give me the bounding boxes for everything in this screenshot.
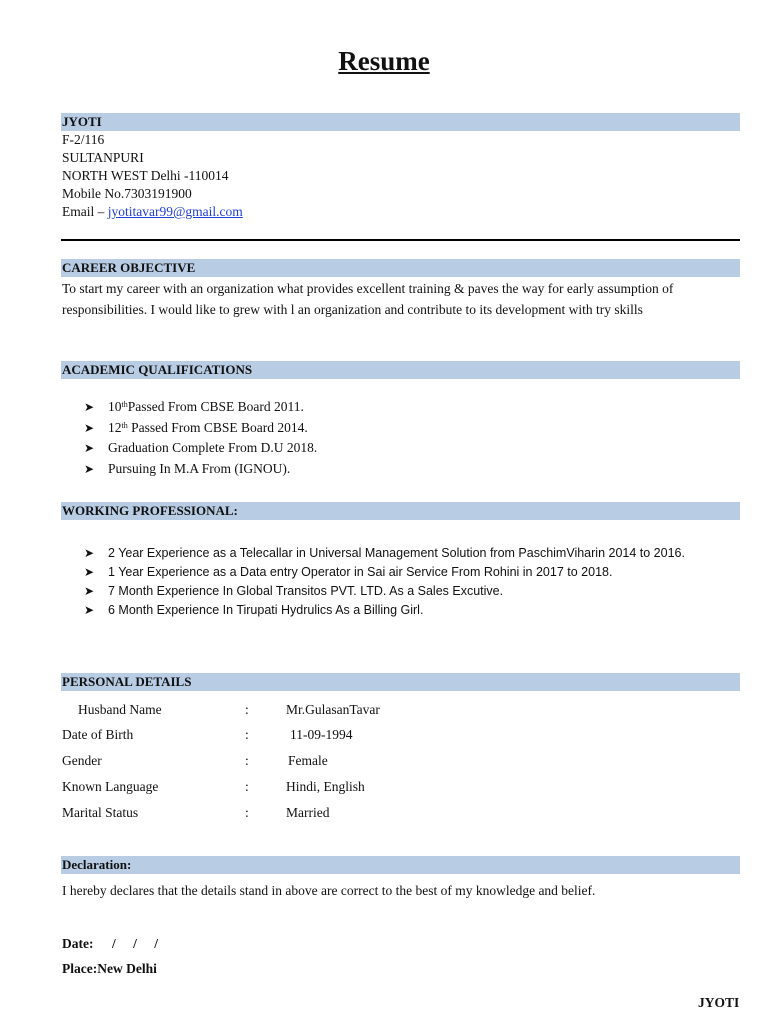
husband-name-label: Husband Name: [78, 702, 162, 717]
husband-name-value: Mr.GulasanTavar: [286, 702, 380, 717]
date-label: Date:: [62, 936, 94, 951]
place-line: Place:New Delhi: [62, 961, 157, 976]
arrow-bullet-icon: ➤: [84, 546, 95, 560]
academic-heading: ACADEMIC QUALIFICATIONS: [61, 361, 740, 379]
arrow-bullet-icon: ➤: [84, 584, 95, 598]
marital-status-label: Marital Status: [62, 805, 139, 820]
arrow-bullet-icon: ➤: [84, 603, 95, 617]
address-line-3: NORTH WEST Delhi -110014: [62, 168, 229, 183]
email-link[interactable]: jyotitavar99@gmail.com: [107, 204, 243, 219]
career-objective-heading: CAREER OBJECTIVE: [61, 259, 740, 277]
date-value: / / /: [112, 936, 159, 951]
marital-status-value: Married: [286, 805, 330, 820]
list-item: ➤ Graduation Complete From D.U 2018.: [84, 438, 317, 459]
career-objective-text: To start my career with an organization what provides excellent training & paves the way for early assumption of responsibilities. I would like to grew with l an organization and contribute to its development with try skills: [62, 281, 674, 317]
known-language-value: Hindi, English: [286, 779, 365, 794]
horizontal-divider: [61, 239, 740, 241]
declaration-heading: Declaration:: [61, 856, 740, 874]
colon: :: [245, 702, 249, 717]
list-item: ➤ Pursuing In M.A From (IGNOU).: [84, 459, 317, 480]
known-language-label: Known Language: [62, 779, 159, 794]
experience-list: [84, 544, 724, 620]
arrow-bullet-icon: ➤: [84, 441, 95, 455]
list-item: ➤ 6 Month Experience In Tirupati Hydrulics As a Billing Girl.: [84, 601, 724, 620]
list-item: ➤ 1 Year Experience as a Data entry Operator in Sai air Service From Rohini in 2017 to 2018.: [84, 563, 724, 582]
list-item: ➤ 10thPassed From CBSE Board 2011.: [84, 397, 317, 418]
arrow-bullet-icon: ➤: [84, 461, 95, 476]
list-item: ➤ 12th Passed From CBSE Board 2014.: [84, 418, 317, 439]
colon: :: [245, 727, 249, 742]
email-line: [62, 203, 243, 221]
address-line-2: SULTANPURI: [62, 150, 144, 165]
personal-details-heading: PERSONAL DETAILS: [61, 673, 740, 691]
arrow-bullet-icon: ➤: [84, 420, 95, 435]
signature-name: JYOTI: [698, 995, 740, 1010]
resume-title: Resume: [338, 46, 430, 76]
arrow-bullet-icon: ➤: [84, 565, 95, 579]
mobile-line: Mobile No.7303191900: [62, 186, 192, 201]
colon: :: [245, 805, 249, 820]
name-heading: JYOTI: [61, 113, 740, 131]
dob-label: Date of Birth: [62, 727, 134, 742]
email-prefix: Email –: [62, 204, 108, 219]
working-professional-heading: WORKING PROFESSIONAL:: [61, 502, 740, 520]
list-item: ➤ 7 Month Experience In Global Transitos PVT. LTD. As a Sales Excutive.: [84, 582, 724, 601]
academic-list: [84, 397, 317, 479]
gender-value: Female: [288, 753, 328, 768]
colon: :: [245, 779, 249, 794]
arrow-bullet-icon: ➤: [84, 400, 95, 414]
list-item: ➤ 2 Year Experience as a Telecallar in Universal Management Solution from PaschimViharin 2014 to 2016.: [84, 544, 724, 563]
dob-value: 11-09-1994: [290, 727, 353, 742]
declaration-text: I hereby declares that the details stand in above are correct to the best of my knowledge and belief.: [62, 883, 596, 898]
address-line-1: F-2/116: [62, 132, 105, 147]
gender-label: Gender: [62, 753, 102, 768]
colon: :: [245, 753, 249, 768]
